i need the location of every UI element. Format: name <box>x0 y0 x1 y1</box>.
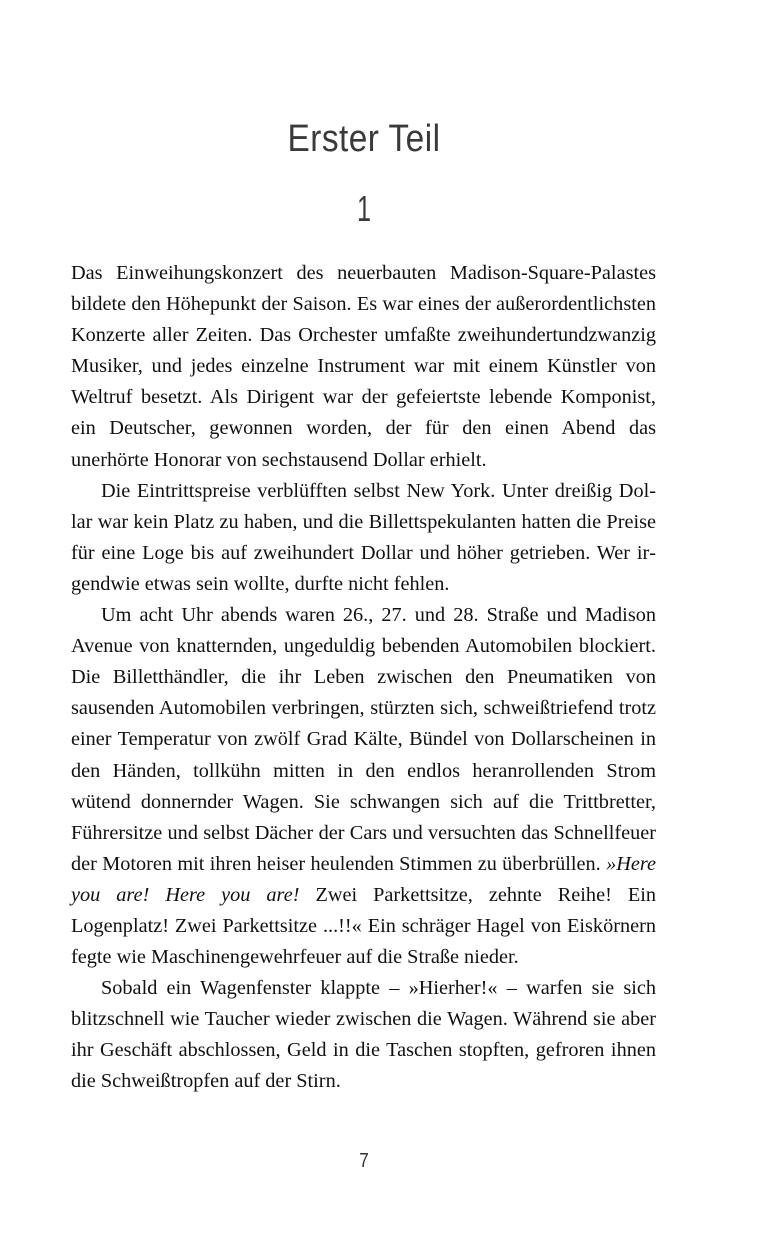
paragraph-3-text: Um acht Uhr abends waren 26., 27. und 28. Straße und Madison Avenue von knatternden, ungeduldig bebenden Automobilen blockiert. Die Billetthändler, die ihr Leben zwischen den Pneumatiken von sausenden Automobilen verbringen, stürzten sich, schweißtriefend trotz einer Temperatur von zwölf Grad Kälte, Bündel von Dollarscheinen in den Händen, tollkühn mitten in den endlos heranrollenden Strom wütend donnernder Wagen. Sie schwangen sich auf die Trittbretter, Führersitze und selbst Dächer der Cars und versuchten das Schnellfeuer der Motoren mit ihren heiser heulenden Stimmen zu überbrüllen. <box>71 604 656 875</box>
quote-rest: Zwei Parkettsitze, zehnte Reihe! Ein Logenplatz! Zwei Parkettsitze ...!!« Ein schräger Hagel von Eiskörnern fegte wie Maschinengewehrfeuer auf die Straße nieder. <box>71 883 656 969</box>
paragraph-2: Die Eintrittspreise verblüfften selbst New York. Unter dreißig Dollar war kein Platz zu haben, und die Billettspekulanten hatten die Preise für eine Loge bis auf zweihundert Dollar und höher getrieben. Wer irgendwie etwas sein wollte, durfte nicht fehlen. <box>71 479 656 595</box>
paragraph-1: Das Einweihungskonzert des neuerbauten Madison-Square-Palastes bildete den Höhepunkt der Saison. Es war eines der außerordentlichsten Konzerte aller Zeiten. Das Orchester umfaßte zweihundertundzwanzig Musiker, und jedes einzelne Instrument war mit einem Künstler von Weltruf besetzt. Als Dirigent war der gefeiertste lebende Komponist, ein Deutscher, gewonnen worden, der für den einen Abend das unerhörte Honorar von sechstausend Dollar erhielt. <box>71 262 656 471</box>
paragraph-3 <box>71 600 656 973</box>
quote-italic: »Here you are! Here you are! <box>71 852 656 906</box>
page-number: 7 <box>359 1150 369 1172</box>
part-title: Erster Teil <box>287 118 441 160</box>
chapter-number: 1 <box>356 188 372 229</box>
chapter-body <box>71 258 656 1098</box>
paragraph-4: Sobald ein Wagenfenster klappte – »Hierher!« – warfen sie sich blitzschnell wie Taucher wieder zwischen die Wagen. Während sie aber ihr Geschäft abschlossen, Geld in die Taschen stopften, gefroren ihnen die Schweißtropfen auf der Stirn. <box>71 977 656 1093</box>
